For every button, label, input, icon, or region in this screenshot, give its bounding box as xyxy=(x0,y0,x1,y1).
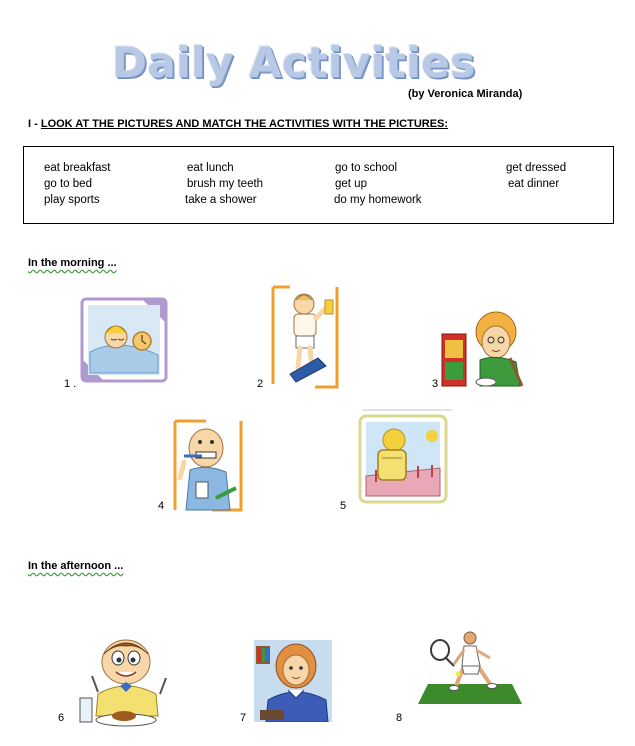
word-bank-item: go to school xyxy=(335,162,398,174)
picture-8 xyxy=(418,628,522,704)
word-bank-item: do my homework xyxy=(334,194,422,206)
picture-2 xyxy=(270,284,340,390)
instruction-prefix: I - xyxy=(28,118,41,130)
worksheet-title: Daily Activities xyxy=(112,38,476,87)
word-bank-item: get up xyxy=(335,178,367,190)
picture-number: 7 xyxy=(240,712,247,724)
word-bank-item: eat lunch xyxy=(187,162,234,174)
word-bank-item: play sports xyxy=(44,194,100,206)
instruction-line xyxy=(28,118,448,130)
picture-number: 4 xyxy=(158,500,165,512)
breakfast-child-icon xyxy=(440,298,528,392)
word-bank-item: get dressed xyxy=(506,162,567,174)
eating-lunch-icon xyxy=(76,636,170,728)
tennis-player-icon xyxy=(418,628,522,704)
picture-number: 3 xyxy=(432,378,439,390)
word-bank-item: take a shower xyxy=(185,194,257,206)
picture-number: 2 xyxy=(257,378,264,390)
sleeping-child-icon xyxy=(80,297,168,383)
homework-girl-icon xyxy=(254,640,332,722)
going-to-school-icon xyxy=(356,408,452,506)
section-afternoon-heading: In the afternoon ... xyxy=(28,560,124,572)
dressing-child-icon xyxy=(270,284,340,390)
word-bank-box xyxy=(23,146,614,224)
picture-4 xyxy=(172,418,244,514)
picture-5 xyxy=(356,408,452,506)
word-bank-item: eat dinner xyxy=(508,178,560,190)
picture-number: 5 xyxy=(340,500,347,512)
picture-6 xyxy=(76,636,170,728)
picture-number: 8 xyxy=(396,712,403,724)
word-bank-item: eat breakfast xyxy=(44,162,111,174)
instruction-text: LOOK AT THE PICTURES AND MATCH THE ACTIVITIES WITH THE PICTURES: xyxy=(40,118,449,130)
picture-number: 6 xyxy=(58,712,65,724)
word-bank-item: go to bed xyxy=(44,178,92,190)
section-morning-heading: In the morning ... xyxy=(28,257,117,269)
word-bank-item: brush my teeth xyxy=(187,178,264,190)
picture-7 xyxy=(254,640,332,722)
picture-3 xyxy=(440,298,528,392)
picture-number: 1 . xyxy=(64,378,77,390)
picture-1 xyxy=(80,297,168,383)
brushing-teeth-icon xyxy=(172,418,244,514)
author-byline: (by Veronica Miranda) xyxy=(408,88,523,100)
